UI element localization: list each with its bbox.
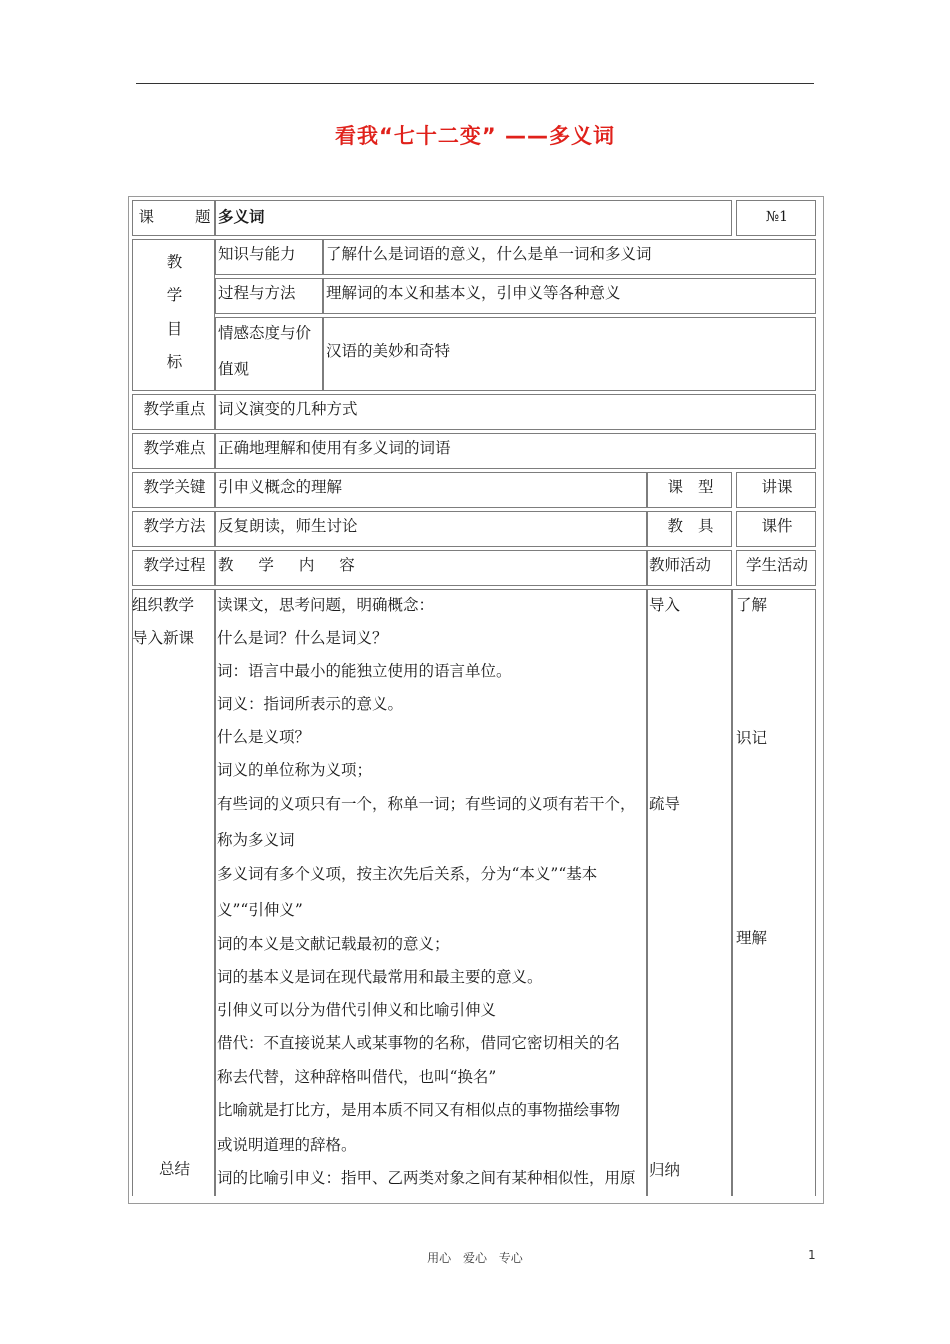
content-line: 有些词的义项只有一个，称单一词；有些词的义项有若干个， (217, 795, 636, 813)
course-type-label-cell (647, 472, 732, 508)
content-line: 称为多义词 (217, 831, 295, 849)
goal-knowledge-label: 知识与能力 (218, 245, 296, 263)
stage-organize: 组织教学 (132, 596, 195, 614)
topic-label: 课 题 (138, 208, 211, 226)
content-line: 词的基本义是词在现代最常用和最主要的意义。 (217, 968, 543, 986)
content-line: 比喻就是打比方，是用本质不同又有相似点的事物描绘事物 (217, 1101, 621, 1119)
topic-value: 多义词 (218, 207, 265, 226)
content-line: 什么是词？什么是词义？ (217, 629, 388, 647)
goal-emotion-label-1: 情感态度与价 (218, 324, 312, 342)
teacher-activity-cell (647, 589, 732, 1196)
method-label-cell (132, 511, 215, 547)
crux-label-cell (132, 472, 215, 508)
content-line: 词的比喻引申义：指甲、乙两类对象之间有某种相似性，用原 (217, 1169, 636, 1187)
key-point-label: 教学重点 (143, 400, 206, 418)
goals-label-2: 学 (166, 286, 183, 304)
process-label-cell (132, 550, 215, 586)
document-title: 看我“七十二变” ——多义词 (335, 124, 615, 148)
topic-number-cell (736, 200, 816, 236)
student-activity-memorize: 识记 (736, 729, 768, 747)
content-line: 什么是义项？ (217, 728, 311, 746)
goal-process-label-cell (215, 278, 323, 314)
student-activity-header: 学生活动 (745, 556, 808, 574)
content-line: 读课文，思考问题，明确概念： (217, 596, 435, 614)
method-label: 教学方法 (143, 517, 206, 535)
header-rule (136, 83, 814, 84)
key-point-label-cell (132, 394, 215, 430)
course-type-label: 课 型 (667, 478, 714, 496)
topic-label-cell (132, 200, 215, 236)
crux-value-cell (215, 472, 647, 508)
student-activity-understand: 了解 (736, 596, 768, 614)
topic-number: №1 (765, 209, 789, 225)
content-line: 词义的单位称为义项； (217, 761, 373, 779)
crux-label: 教学关键 (143, 478, 206, 496)
process-stage-cell (132, 589, 215, 1196)
content-line: 称去代替，这种辞格叫借代，也叫“换名” (217, 1068, 497, 1086)
goals-label-cell (132, 239, 215, 391)
goals-label-1: 教 (166, 253, 183, 271)
goal-process-value: 理解词的本义和基本义，引申义等各种意义 (326, 284, 621, 302)
goal-knowledge-label-cell (215, 239, 323, 275)
tools-label: 教 具 (667, 517, 714, 535)
goal-process-label: 过程与方法 (218, 284, 296, 302)
process-content-cell (215, 589, 647, 1196)
tools-value-cell (736, 511, 816, 547)
crux-value: 引申义概念的理解 (218, 478, 343, 496)
content-line: 借代：不直接说某人或某事物的名称，借同它密切相关的名 (217, 1034, 621, 1052)
goal-emotion-label-cell (215, 317, 323, 391)
content-line: 义”“引伸义” (217, 901, 303, 919)
content-line: 引伸义可以分为借代引伸义和比喻引伸义 (217, 1001, 497, 1019)
student-activity-header-cell (736, 550, 816, 586)
page-number: 1 (808, 1248, 816, 1262)
method-value-cell (215, 511, 647, 547)
content-line: 词：语言中最小的能独立使用的语言单位。 (217, 662, 512, 680)
difficult-point-label: 教学难点 (143, 439, 206, 457)
process-content-header: 教 学 内 容 (218, 556, 355, 574)
difficult-point-value-cell (215, 433, 816, 469)
process-content-header-cell (215, 550, 647, 586)
content-line: 或说明道理的辞格。 (217, 1136, 357, 1154)
key-point-value: 词义演变的几种方式 (218, 400, 358, 418)
key-point-value-cell (215, 394, 816, 430)
content-line: 多义词有多个义项，按主次先后关系，分为“本义”“基本 (217, 865, 598, 883)
page-footer: 用心 爱心 专心 (427, 1251, 523, 1265)
teacher-activity-intro: 导入 (649, 596, 681, 614)
goal-knowledge-value: 了解什么是词语的意义，什么是单一词和多义词 (326, 245, 652, 263)
goal-emotion-label-2: 值观 (218, 360, 250, 378)
teacher-activity-guide: 疏导 (649, 795, 681, 813)
goals-label-4: 标 (166, 353, 183, 371)
teacher-activity-header-cell (647, 550, 732, 586)
goal-process-value-cell (323, 278, 816, 314)
tools-label-cell (647, 511, 732, 547)
teacher-activity-summarize: 归纳 (649, 1161, 681, 1179)
course-type-value: 讲课 (761, 478, 793, 496)
goal-emotion-value-cell (323, 317, 816, 391)
tools-value: 课件 (761, 517, 793, 535)
teacher-activity-header: 教师活动 (649, 556, 712, 574)
difficult-point-value: 正确地理解和使用有多义词的词语 (218, 439, 451, 457)
content-line: 词的本义是文献记载最初的意义； (217, 935, 450, 953)
stage-summary: 总结 (158, 1160, 190, 1178)
difficult-point-label-cell (132, 433, 215, 469)
course-type-value-cell (736, 472, 816, 508)
goals-label-3: 目 (166, 320, 183, 338)
student-activity-comprehend: 理解 (736, 929, 768, 947)
content-line: 词义：指词所表示的意义。 (217, 695, 404, 713)
method-value: 反复朗读，师生讨论 (218, 517, 358, 535)
goal-knowledge-value-cell (323, 239, 816, 275)
topic-value-cell (215, 200, 732, 236)
process-label: 教学过程 (143, 556, 206, 574)
stage-introduce: 导入新课 (132, 629, 195, 647)
student-activity-cell (732, 589, 816, 1196)
goal-emotion-value: 汉语的美妙和奇特 (326, 342, 451, 360)
